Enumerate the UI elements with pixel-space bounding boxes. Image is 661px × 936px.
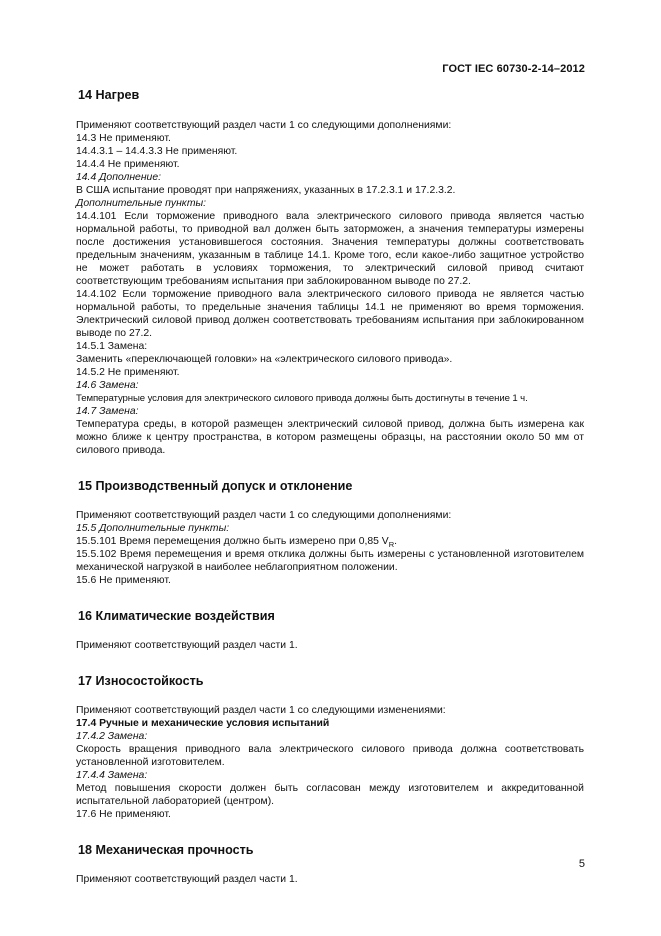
clause-17-4: 17.4 Ручные и механические условия испытаний <box>76 718 330 729</box>
section-15-title: 15 Производственный допуск и отклонение <box>78 479 353 493</box>
clause-14-5-1-text: Заменить «переключающей головки» на «электрического силового привода». <box>76 354 453 365</box>
clause-14-6-text: Температурные условия для электрического силового привода должны быть достигнуты в течение 1 ч. <box>76 393 528 404</box>
clause-15-6: 15.6 Не применяют. <box>76 575 171 586</box>
standard-designation: ГОСТ IEC 60730-2-14–2012 <box>442 63 585 75</box>
clause-14-5-1 <box>76 340 584 353</box>
clause-15-5-101 <box>76 535 584 548</box>
section-18-title: 18 Механическая прочность <box>78 843 254 857</box>
clause-14-4-101-text: 14.4.101 Если торможение приводного вала электрического силового привода является частью нормальной работы, то приводной вал должен быть заторможен, а значения температуры измерены после достижения установившегося состояния. Значения температуры должны соответствовать предельным значениям, указанным в таблице 14.1. Кроме того, если какое-либо защитное устройство не может работать в условиях торможения, то электрический силовой привод считают соответствующим требованиям испытания при заблокированном выводе по 27.2. <box>76 211 584 287</box>
clause-17-4-2: 17.4.2 Замена: <box>76 731 148 742</box>
additional-clauses-label: Дополнительные пункты: <box>76 198 207 209</box>
clause-14-4-usa: В США испытание проводят при напряжениях, указанных в 17.2.3.1 и 17.2.3.2. <box>76 185 456 196</box>
clause-15-5-102: 15.5.102 Время перемещения и время отклика должны быть измерены с установленной изготовителем механической нагрузкой в наиболее неблагоприятном положении. <box>76 549 584 573</box>
clause-17-4-4-text: Метод повышения скорости должен быть согласован между изготовителем и аккредитованной испытательной лабораторией (центром). <box>76 783 584 807</box>
clause-14-4-102-text: 14.4.102 Если торможение приводного вала электрического силового привода не является частью нормальной работы, то предельные значения таблицы 14.1 не применяют во время торможения. Электрический силовой привод должен соответствовать требованиям испытания при заблокированном выводе по 27.2. <box>76 289 584 339</box>
clause-14-4-3: 14.4.3.1 – 14.4.3.3 Не применяют. <box>76 146 238 157</box>
section-17-intro: Применяют соответствующий раздел части 1 со следующими изменениями: <box>76 705 446 716</box>
page-content <box>76 86 584 886</box>
clause-17-4-4: 17.4.4 Замена: <box>76 770 148 781</box>
clause-15-5-101-end: . <box>394 536 398 547</box>
clause-17-4-2-text: Скорость вращения приводного вала электрического силового привода должна соответствовать установленной изготовителем. <box>76 744 584 768</box>
voltage-subscript: R <box>388 540 395 550</box>
clause-14-7-text: Температура среды, в которой размещен электрический силовой привод, должна быть измерена как можно ближе к центру пространства, в котором размещены образцы, на расстоянии около 50 мм от силового привода. <box>76 419 584 456</box>
clause-14-3: 14.3 Не применяют. <box>76 133 171 144</box>
page-number: 5 <box>578 858 585 870</box>
clause-14-4-addition: 14.4 Дополнение: <box>76 172 161 183</box>
section-17-title: 17 Износостойкость <box>78 674 204 688</box>
clause-14-5-2: 14.5.2 Не применяют. <box>76 367 180 378</box>
clause-14-4-102 <box>76 288 584 340</box>
section-16-title: 16 Климатические воздействия <box>78 609 275 623</box>
clause-14-6: 14.6 Замена: <box>76 380 139 391</box>
clause-15-5-101-text: 15.5.101 Время перемещения должно быть измерено при 0,85 V <box>76 536 389 547</box>
clause-14-5-1-label: 14.5.1 Замена: <box>76 341 148 352</box>
section-14-intro: Применяют соответствующий раздел части 1 со следующими дополнениями: <box>76 120 452 131</box>
clause-17-6: 17.6 Не применяют. <box>76 809 171 820</box>
clause-15-5: 15.5 Дополнительные пункты: <box>76 523 230 534</box>
section-18-intro: Применяют соответствующий раздел части 1. <box>76 874 298 885</box>
clause-14-7: 14.7 Замена: <box>76 406 139 417</box>
section-16-intro: Применяют соответствующий раздел части 1. <box>76 640 298 651</box>
section-14-title: 14 Нагрев <box>78 88 140 102</box>
clause-14-4-4: 14.4.4 Не применяют. <box>76 159 180 170</box>
clause-14-4-101 <box>0 210 584 288</box>
section-15-intro: Применяют соответствующий раздел части 1 со следующими дополнениями: <box>76 510 452 521</box>
